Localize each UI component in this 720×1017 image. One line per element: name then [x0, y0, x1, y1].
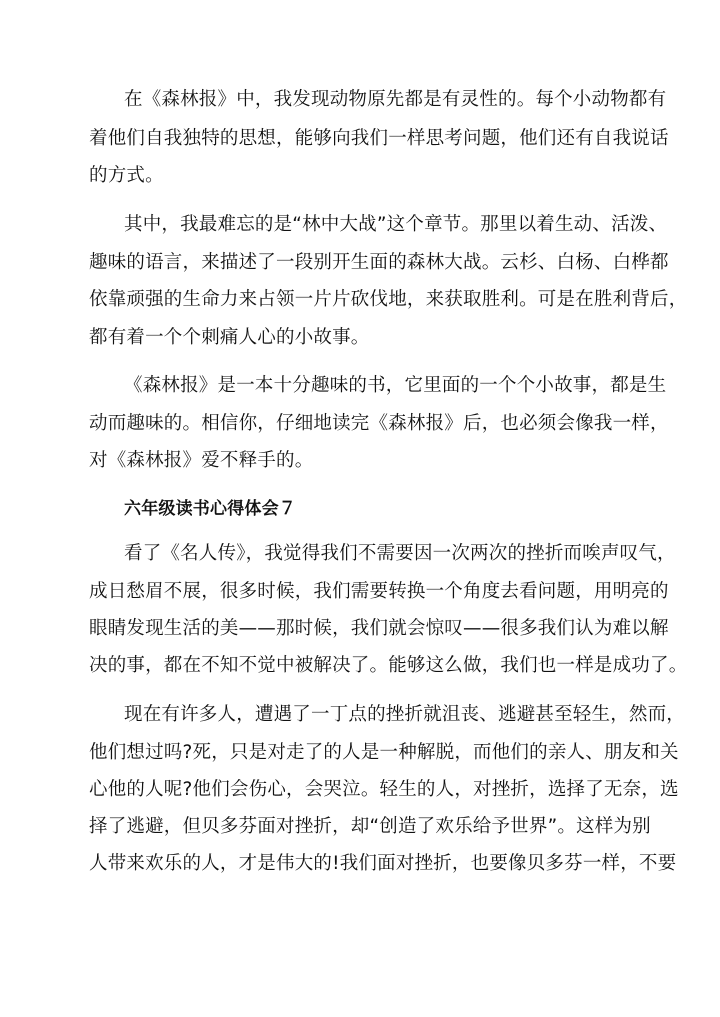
paragraph-4-line-4: 决的事，都在不知不觉中被解决了。能够这么做，我们也一样是成功了。 — [89, 655, 688, 676]
paragraph-5-line-3: 心他的人呢?他们会伤心，会哭泣。轻生的人，对挫折，选择了无奈，选 — [89, 779, 679, 800]
section-heading: 六年级读书心得体会７ — [124, 499, 296, 519]
paragraph-3-line-1: 《森林报》是一本十分趣味的书，它里面的一个个小故事，都是生 — [124, 375, 667, 396]
paragraph-3-line-3: 对《森林报》爱不释手的。 — [89, 450, 314, 471]
paragraph-4-line-3: 眼睛发现生活的美——那时候，我们就会惊叹——很多我们认为难以解 — [89, 618, 669, 639]
paragraph-1-line-2: 着他们自我独特的思想，能够向我们一样思考问题，他们还有自我说话 — [89, 128, 669, 149]
paragraph-5-line-5: 人带来欢乐的人，才是伟大的!我们面对挫折，也要像贝多芬一样，不要 — [89, 853, 677, 874]
paragraph-1-line-1: 在《森林报》中，我发现动物原先都是有灵性的。每个小动物都有 — [124, 89, 667, 110]
paragraph-3-line-2: 动而趣味的。相信你，仔细地读完《森林报》后，也必须会像我一样， — [89, 413, 669, 434]
paragraph-5-line-1: 现在有许多人，遭遇了一丁点的挫折就沮丧、逃避甚至轻生，然而， — [124, 704, 686, 725]
paragraph-2-line-1: 其中，我最难忘的是“林中大战”这个章节。那里以着生动、活泼、 — [124, 214, 668, 235]
paragraph-1-line-3: 的方式。 — [89, 165, 164, 186]
paragraph-5-line-4: 择了逃避，但贝多芬面对挫折，却“创造了欢乐给予世界”。这样为别 — [89, 816, 651, 837]
paragraph-5-line-2: 他们想过吗?死，只是对走了的人是一种解脱，而他们的亲人、朋友和关 — [89, 742, 679, 763]
paragraph-4-line-1: 看了《名人传》，我觉得我们不需要因一次两次的挫折而唉声叹气， — [124, 543, 676, 564]
paragraph-2-line-3: 依靠顽强的生命力来占领一片片砍伐地，来获取胜利。可是在胜利背后， — [89, 289, 688, 310]
paragraph-4-line-2: 成日愁眉不展，很多时候，我们需要转换一个角度去看问题，用明亮的 — [89, 581, 669, 602]
paragraph-2-line-2: 趣味的语言，来描述了一段别开生面的森林大战。云杉、白杨、白桦都 — [89, 252, 669, 273]
paragraph-2-line-4: 都有着一个个刺痛人心的小故事。 — [89, 327, 370, 348]
